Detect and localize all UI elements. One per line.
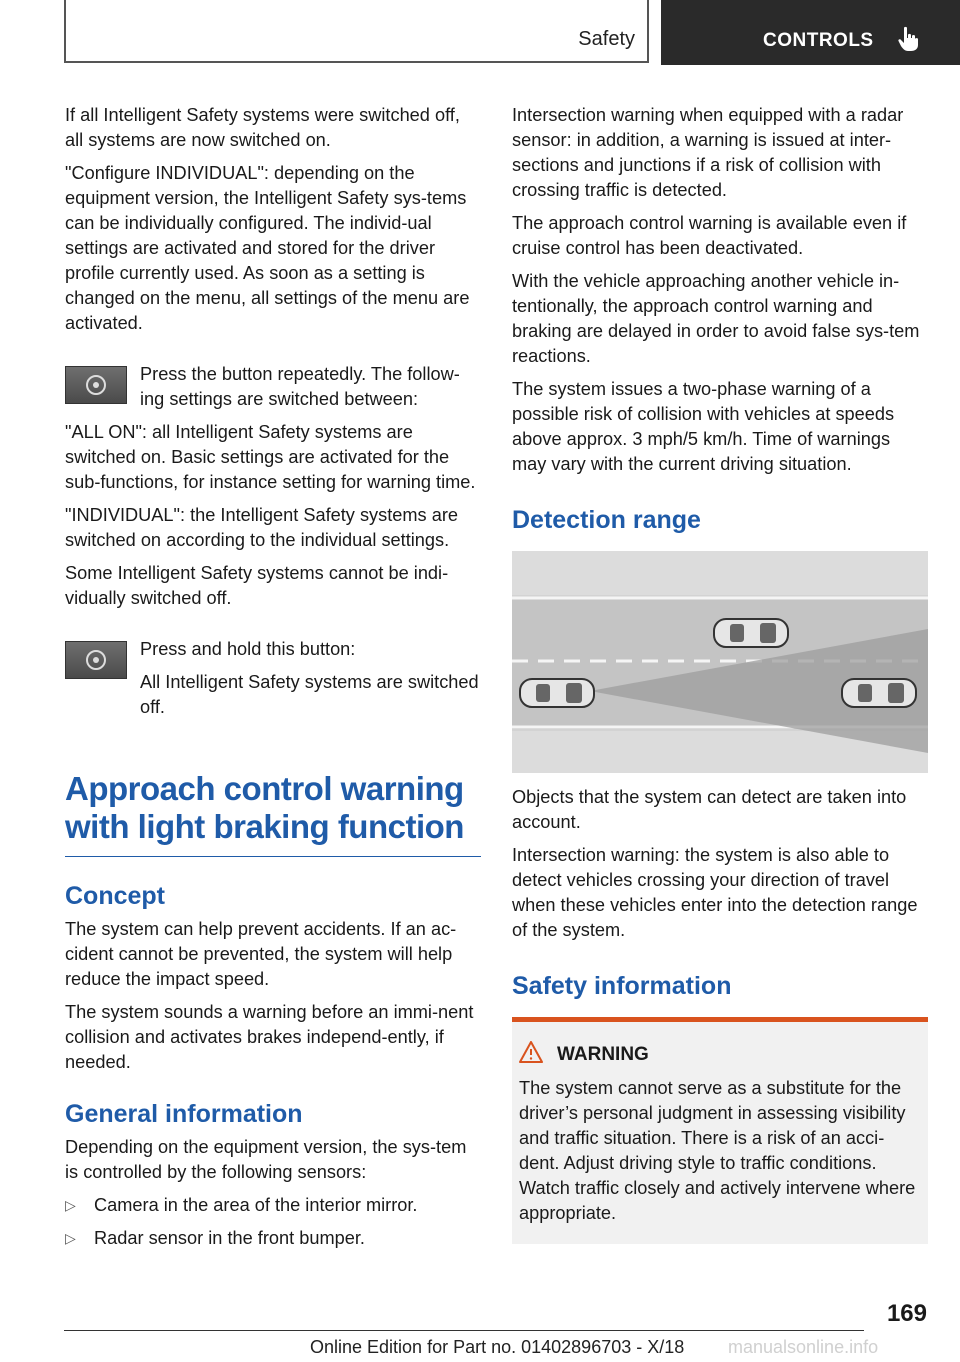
section-title: Safety (578, 28, 635, 50)
paragraph: "Configure INDIVIDUAL": depending on the equipment version, the Intelligent Safety sys-tems can be individually configured. The individ-ual settings are activated and stored for the driver profile currently used. As soon as a setting is changed on the menu, all settings of the menu are activated. (65, 163, 470, 333)
paragraph: The approach control warning is available even if cruise control has been deactivated. (512, 213, 907, 258)
general-information-heading: General information (65, 1100, 303, 1128)
footer-text: Online Edition for Part no. 01402896703 - X/18 (310, 1337, 685, 1357)
watermark: manualsonline.info (728, 1337, 879, 1357)
paragraph: Intersection warning when equipped with a radar sensor: in addition, a warning is issued at inter-sections and junctions if a risk of collision with crossing traffic is detected. (512, 105, 904, 200)
safety-information-heading: Safety information (512, 972, 732, 1000)
pointing-hand-icon (898, 26, 920, 52)
paragraph: The system can help prevent accidents. If an ac-cident cannot be prevented, the system will help reduce the impact speed. (65, 919, 457, 989)
paragraph: "ALL ON": all Intelligent Safety systems are switched on. Basic settings are activated for the sub-functions, for instance setting for warning time. (65, 422, 476, 492)
controls-tab-label: CONTROLS (763, 30, 874, 51)
button-instruction-2 (65, 637, 481, 720)
controls-tab[interactable] (661, 0, 960, 65)
paragraph: Press and hold this button: (140, 639, 356, 659)
paragraph: Objects that the system can detect are taken into account. (512, 787, 907, 832)
text-span: All Intelligent Safety systems are switched off. (140, 672, 479, 717)
warning-title-text: WARNING (557, 1044, 649, 1065)
page-number: 169 (886, 1300, 927, 1327)
safety-button-image (65, 641, 127, 679)
paragraph: "INDIVIDUAL": the Intelligent Safety systems are switched on according to the individual settings. (65, 505, 458, 550)
warning-box (512, 1017, 928, 1244)
safety-symbol-icon (86, 650, 106, 670)
list-item-text: Camera in the area of the interior mirror. (94, 1195, 418, 1215)
left-column (65, 103, 481, 1259)
safety-button-image (65, 366, 127, 404)
paragraph: Press the button repeatedly. The follow-ing settings are switched between: (140, 364, 460, 409)
warning-text: The system cannot serve as a substitute for the driver’s personal judgment in assessing visibility and traffic situation. There is a risk of an acci-dent. Adjust driving style to traffic conditions. Watch traffic closely and actively intervene where appropriate. (519, 1078, 916, 1223)
car-icon (520, 679, 594, 707)
car-icon (714, 619, 788, 647)
triangle-bullet-icon: ▷ (65, 1230, 76, 1246)
footer-divider (64, 1330, 864, 1331)
button-instruction-1 (65, 362, 481, 412)
safety-symbol-icon (86, 375, 106, 395)
paragraph-start (65, 670, 481, 720)
list-item (65, 1193, 481, 1218)
paragraph: With the vehicle approaching another vehicle in-tentionally, the approach control warning and braking are delayed in order to avoid false sys-tem reactions. (512, 271, 920, 366)
paragraph: If all Intelligent Safety systems were switched off, all systems are now switched on. (65, 105, 460, 150)
section-heading-approach-control: Approach control warning with light braking function (65, 770, 481, 857)
warning-triangle-icon (519, 1041, 543, 1063)
concept-heading: Concept (65, 882, 165, 910)
detection-range-heading: Detection range (512, 506, 701, 534)
detection-range-diagram (512, 551, 928, 773)
sensor-list (65, 1193, 481, 1251)
paragraph: Some Intelligent Safety systems cannot be indi-vidually switched off. (65, 563, 449, 608)
paragraph: Depending on the equipment version, the sys-tem is controlled by the following sensors: (65, 1137, 467, 1182)
car-icon (842, 679, 916, 707)
right-column (512, 103, 928, 1244)
list-item (65, 1226, 481, 1251)
header-box (64, 0, 649, 63)
paragraph: Intersection warning: the system is also able to detect vehicles crossing your direction of travel when these vehicles enter into the detection range of the system. (512, 845, 918, 940)
warning-title (557, 1044, 922, 1066)
paragraph: The system issues a two-phase warning of a possible risk of collision with vehicles at speeds above approx. 3 mph/5 km/h. Time of warnings may vary with the current driving situation. (512, 379, 895, 474)
list-item-text: Radar sensor in the front bumper. (94, 1228, 365, 1248)
paragraph: The system sounds a warning before an immi-nent collision and activates brakes independ-ently, if needed. (65, 1002, 474, 1072)
triangle-bullet-icon: ▷ (65, 1197, 76, 1213)
